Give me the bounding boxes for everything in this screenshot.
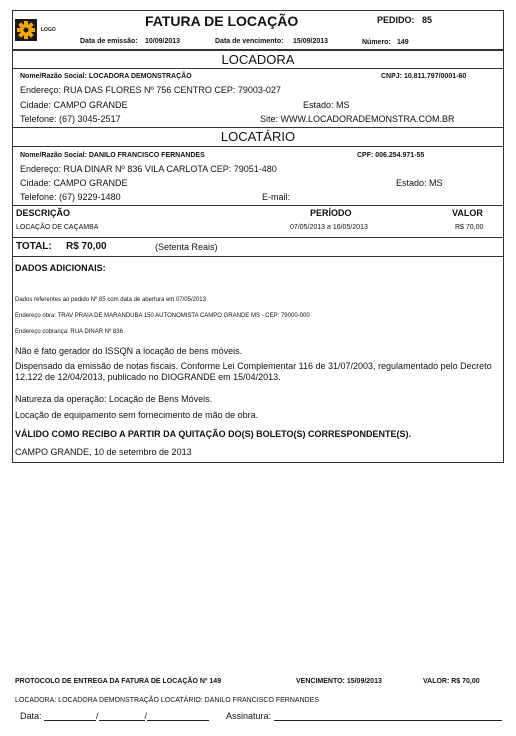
divider [12,146,504,147]
protocolo-data-row [20,711,209,721]
adicionais-endereco-cobranca: Endereço cobrança: RUA DINAR Nº 836 [15,329,123,335]
logo-text: LOGO [41,27,56,33]
data-month-field[interactable] [99,711,145,721]
data-day-field[interactable] [44,711,96,721]
locatario-cidade: Cidade: CAMPO GRANDE [20,178,128,188]
assinatura-label: Assinatura: [226,711,272,721]
total-label: TOTAL: [16,241,52,252]
protocolo-valor: VALOR: R$ 70,00 [423,678,480,685]
numero-label: Número: [362,39,391,46]
adicionais-valido: VÁLIDO COMO RECIBO A PARTIR DA QUITAÇÃO DO(S) BOLETO(S) CORRESPONDENTE(S). [15,429,411,439]
protocolo-vencimento: VENCIMENTO: 15/09/2013 [296,678,382,685]
date-separator: / [144,711,148,721]
locatario-telefone: Telefone: (67) 9229-1480 [20,192,121,202]
item-valor: R$ 70,00 [455,224,484,231]
locadora-cnpj: CNPJ: 10.811.797/0001-60 [381,73,467,80]
locadora-site: Site: WWW.LOCADORADEMONSTRA.COM.BR [260,114,455,124]
assinatura-field[interactable] [274,711,502,721]
divider [12,237,504,238]
adicionais-issqn: Não é fato gerador do ISSQN a locação de bens móveis. [15,346,243,356]
logo [15,17,60,43]
locatario-estado: Estado: MS [396,178,443,188]
adicionais-fornecimento: Locação de equipamento sem fornecimento de mão de obra. [15,410,259,420]
col-valor-header: VALOR [452,208,483,218]
protocolo-title: PROTOCOLO DE ENTREGA DA FATURA DE LOCAÇÃO Nº 149 [15,678,222,685]
divider [12,68,504,69]
adicionais-dispensa: Dispensado da emissão de notas fiscais. Conforme Lei Complementar 116 de 31/07/2003, regulamentado pelo Decreto 12.122 de 12/04/2013, publicado no DIOGRANDE em 15/04/2013. [15,361,492,382]
adicionais-title: DADOS ADICIONAIS: [15,263,106,273]
numero-value: 149 [397,39,409,46]
locadora-nome: Nome/Razão Social: LOCADORA DEMONSTRAÇÃO [20,73,192,80]
data-label: Data: [20,711,42,721]
col-periodo-header: PERÍODO [310,208,352,218]
adicionais-local-data: CAMPO GRANDE, 10 de setembro de 2013 [15,447,192,457]
col-descricao-header: DESCRIÇÃO [16,208,71,218]
divider [12,256,504,257]
emissao-value: 10/09/2013 [145,38,181,45]
locatario-nome: Nome/Razão Social: DANILO FRANCISCO FERNANDES [20,152,205,159]
locadora-endereco: Endereço: RUA DAS FLORES Nº 756 CENTRO CEP: 79003-027 [20,85,281,95]
locatario-email: E-mail: [262,192,291,202]
vencimento-label: Data de vencimento: [215,38,284,45]
adicionais-natureza: Natureza da operação: Locação de Bens Móveis. [15,394,213,404]
pedido-value: 85 [422,15,433,25]
protocolo-partes: LOCADORA: LOCADORA DEMONSTRAÇÃO LOCATÁRIO: DANILO FRANCISCO FERNANDES [15,697,320,704]
locadora-section-title: LOCADORA [221,52,295,67]
total-value: R$ 70,00 [66,241,107,252]
locadora-telefone: Telefone: (67) 3045-2517 [20,114,121,124]
data-year-field[interactable] [144,711,209,721]
document-title: FATURA DE LOCAÇÃO [145,13,299,29]
locatario-section-title: LOCATÁRIO [220,129,296,144]
item-periodo: 07/05/2013 a 16/05/2013 [290,224,368,231]
gear-logo-icon [15,19,37,41]
locadora-estado: Estado: MS [303,100,350,110]
vencimento-value: 15/09/2013 [293,38,329,45]
item-descricao: LOCAÇÃO DE CAÇAMBA [16,224,99,231]
adicionais-ref-pedido: Dados referentes ao pedido Nº 85 com data de abertura em 07/05/2013 [15,297,206,303]
pedido-label: PEDIDO: [377,15,415,25]
locadora-cidade: Cidade: CAMPO GRANDE [20,100,128,110]
emissao-label: Data de emissão: [80,38,138,45]
locatario-endereco: Endereço: RUA DINAR Nº 836 VILA CARLOTA CEP: 79051-480 [20,164,277,174]
total-extenso: (Setenta Reais) [155,242,218,252]
adicionais-endereco-obra: Endereço obra: TRAV PRAIA DE MARANDUBA 150 AUTONOMISTA CAMPO GRANDE MS - CEP: 79000-000 [15,313,310,319]
locatario-cpf: CPF: 006.254.971-55 [357,152,425,159]
date-separator: / [96,711,99,721]
protocolo-assinatura-row [226,711,502,721]
divider [12,205,504,206]
divider [12,127,504,128]
